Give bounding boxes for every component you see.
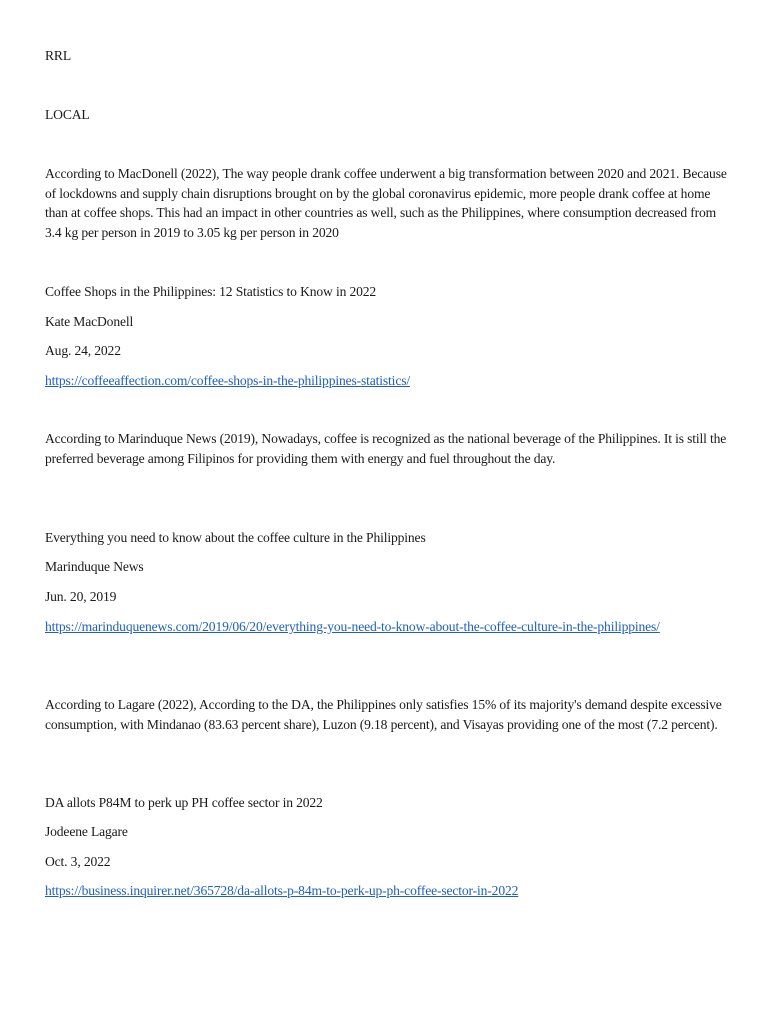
entry-author: Marinduque News (45, 559, 144, 574)
entry-date: Aug. 24, 2022 (45, 343, 121, 358)
entry-paragraph: According to Lagare (2022), According to the DA, the Philippines only satisfies 15% of its majority's demand despite excessive consumption, with Mindanao (83.63 percent share), Luzon (9.18 percent), and Visayas providing one of the most (7.2 percent). (45, 697, 722, 732)
entry-url-link[interactable]: https://marinduquenews.com/2019/06/20/everything-you-need-to-know-about-the-coffee-culture-in-the-philippines/ (45, 619, 660, 634)
entry-title: DA allots P84M to perk up PH coffee sector in 2022 (45, 795, 323, 810)
entry-paragraph: According to Marinduque News (2019), Nowadays, coffee is recognized as the national beverage of the Philippines. It is still the preferred beverage among Filipinos for providing them with energy and fuel throughout the day. (45, 431, 727, 466)
entry-url-link[interactable]: https://business.inquirer.net/365728/da-allots-p-84m-to-perk-up-ph-coffee-sector-in-2022 (45, 883, 519, 898)
entry-url-link[interactable]: https://coffeeaffection.com/coffee-shops-in-the-philippines-statistics/ (45, 373, 410, 388)
entry-title: Everything you need to know about the coffee culture in the Philippines (45, 530, 426, 545)
entry-author: Jodeene Lagare (45, 824, 128, 839)
entry-author: Kate MacDonell (45, 314, 134, 329)
entry-date: Jun. 20, 2019 (45, 589, 117, 604)
entry-paragraph: According to MacDonell (2022), The way people drank coffee underwent a big transformation between 2020 and 2021. Because of lockdowns and supply chain disruptions brought on by the global coronavirus epidemic, more people drank coffee at home than at coffee shops. This had an impact in other countries as well, such as the Philippines, where consumption decreased from 3.4 kg per person in 2019 to 3.05 kg per person in 2020 (45, 166, 727, 240)
document-heading: RRL (45, 48, 71, 63)
entry-title: Coffee Shops in the Philippines: 12 Statistics to Know in 2022 (45, 284, 377, 299)
entry-date: Oct. 3, 2022 (45, 854, 111, 869)
section-heading: LOCAL (45, 107, 90, 122)
